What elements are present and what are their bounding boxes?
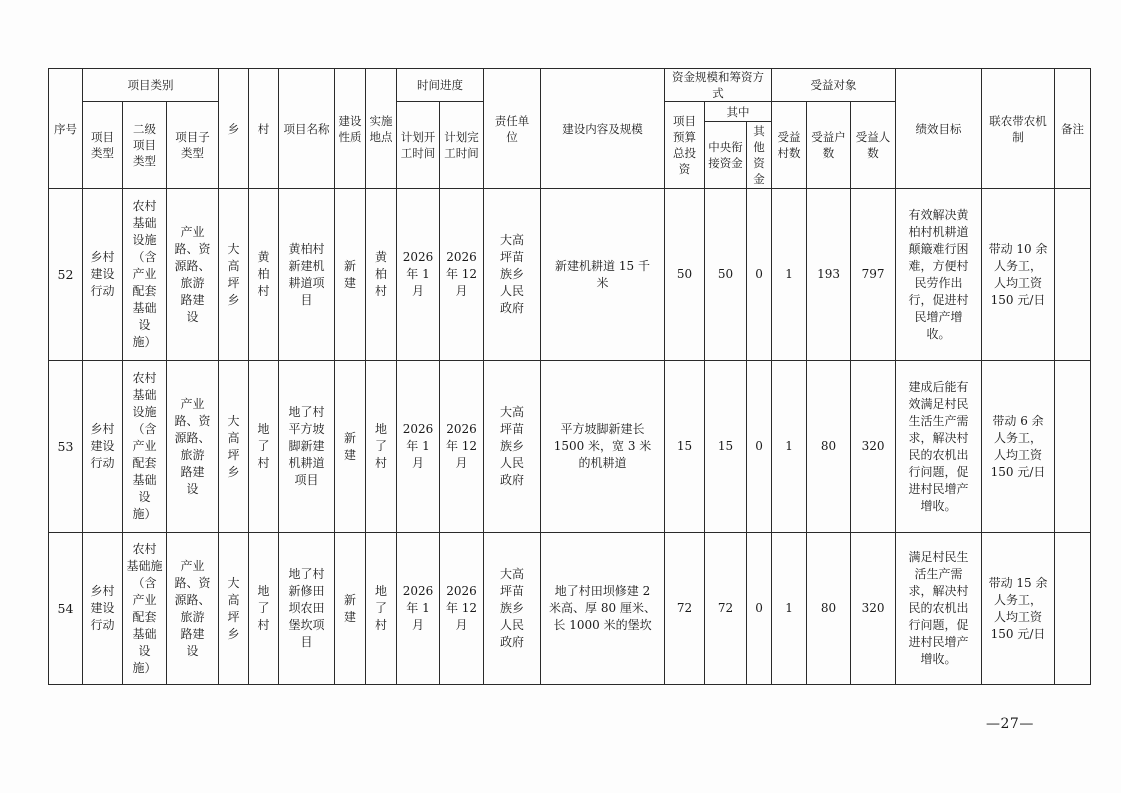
table-row [49,361,1091,533]
cell-budget: 15 [665,361,705,533]
cell-goal: 有效解决黄 柏村机耕道 颠簸难行困 难，方便村 民劳作出 行，促进村 民增产增 收。 [896,189,982,361]
cell-mechanism: 带动 6 余 人务工， 人均工资 150 元/日 [982,361,1055,533]
project-table [48,68,1091,685]
header-township: 乡 [219,69,249,189]
header-schedule: 时间进度 [397,69,484,102]
header-budget: 项目 预算 总投 资 [665,102,705,189]
header-goal: 绩效目标 [896,69,982,189]
header-central: 中央衔 接资金 [705,122,747,189]
cell-unit: 大高 坪苗 族乡 人民 政府 [484,361,541,533]
cell-type: 乡村 建设 行动 [83,361,123,533]
cell-end: 2026 年 12 月 [440,361,484,533]
cell-start: 2026 年 1 月 [397,361,440,533]
table-row [49,189,1091,361]
cell-subtype2: 农村 基础施 （含 产业 配套 基础 设 施） [123,533,167,685]
header-village: 村 [249,69,279,189]
cell-township: 大 高 坪 乡 [219,533,249,685]
header-category: 项目类别 [83,69,219,102]
cell-site: 地 了 村 [366,361,397,533]
cell-content: 地了村田坝修建 2 米高、厚 80 厘米、 长 1000 米的堡坎 [541,533,665,685]
cell-name: 地了村 平方坡 脚新建 机耕道 项目 [279,361,335,533]
cell-village: 黄 柏 村 [249,189,279,361]
cell-other: 0 [747,361,772,533]
header-funds: 资金规模和筹资方 式 [665,69,772,102]
cell-remark [1055,361,1091,533]
header-of-which: 其中 [705,102,772,122]
cell-remark [1055,189,1091,361]
cell-central: 72 [705,533,747,685]
header-other: 其 他 资 金 [747,122,772,189]
header-nature: 建设 性质 [335,69,366,189]
cell-subtype2: 农村 基础 设施 （含 产业 配套 基础 设 施） [123,361,167,533]
table-row [49,533,1091,685]
cell-ben-people: 320 [851,361,896,533]
cell-ben-people: 797 [851,189,896,361]
header-start: 计划开 工时间 [397,102,440,189]
header-ben-households: 受益户 数 [807,102,851,189]
cell-subtype: 产业 路、资 源路、 旅游 路建 设 [167,189,219,361]
cell-subtype: 产业 路、资 源路、 旅游 路建 设 [167,533,219,685]
cell-other: 0 [747,533,772,685]
cell-ben-households: 80 [807,533,851,685]
cell-end: 2026 年 12 月 [440,533,484,685]
cell-ben-households: 193 [807,189,851,361]
header-beneficiary: 受益对象 [772,69,896,102]
cell-nature: 新 建 [335,189,366,361]
cell-type: 乡村 建设 行动 [83,189,123,361]
header-type: 项目 类型 [83,102,123,189]
cell-subtype2: 农村 基础 设施 （含 产业 配套 基础 设 施） [123,189,167,361]
cell-central: 15 [705,361,747,533]
header-remark: 备注 [1055,69,1091,189]
cell-site: 黄 柏 村 [366,189,397,361]
header-content: 建设内容及规模 [541,69,665,189]
cell-central: 50 [705,189,747,361]
header-subtype: 项目子 类型 [167,102,219,189]
header-site: 实施 地点 [366,69,397,189]
cell-start: 2026 年 1 月 [397,189,440,361]
cell-ben-villages: 1 [772,361,807,533]
cell-township: 大 高 坪 乡 [219,361,249,533]
cell-ben-households: 80 [807,361,851,533]
cell-village: 地 了 村 [249,533,279,685]
cell-end: 2026 年 12 月 [440,189,484,361]
cell-goal: 满足村民生 活生产需 求，解决村 民的农机出 行问题，促 进村民增产 增收。 [896,533,982,685]
cell-start: 2026 年 1 月 [397,533,440,685]
cell-remark [1055,533,1091,685]
header-seq: 序号 [49,69,83,189]
cell-ben-people: 320 [851,533,896,685]
header-end: 计划完 工时间 [440,102,484,189]
cell-seq: 53 [49,361,83,533]
cell-name: 地了村 新修田 坝农田 堡坎项 目 [279,533,335,685]
cell-mechanism: 带动 15 余 人务工， 人均工资 150 元/日 [982,533,1055,685]
cell-content: 新建机耕道 15 千 米 [541,189,665,361]
header-mechanism: 联农带农机 制 [982,69,1055,189]
cell-name: 黄柏村 新建机 耕道项 目 [279,189,335,361]
header-name: 项目名称 [279,69,335,189]
cell-ben-villages: 1 [772,533,807,685]
header-ben-people: 受益人 数 [851,102,896,189]
cell-seq: 54 [49,533,83,685]
header-ben-villages: 受益 村数 [772,102,807,189]
cell-budget: 72 [665,533,705,685]
cell-content: 平方坡脚新建长 1500 米，宽 3 米 的机耕道 [541,361,665,533]
header-subtype2: 二级 项目 类型 [123,102,167,189]
cell-village: 地 了 村 [249,361,279,533]
cell-subtype: 产业 路、资 源路、 旅游 路建 设 [167,361,219,533]
cell-other: 0 [747,189,772,361]
cell-ben-villages: 1 [772,189,807,361]
cell-type: 乡村 建设 行动 [83,533,123,685]
cell-nature: 新 建 [335,533,366,685]
cell-goal: 建成后能有 效满足村民 生活生产需 求，解决村 民的农机出 行问题，促 进村民增产 增收。 [896,361,982,533]
header-unit: 责任单 位 [484,69,541,189]
cell-budget: 50 [665,189,705,361]
page-number: —27— [986,716,1034,732]
cell-nature: 新 建 [335,361,366,533]
cell-site: 地 了 村 [366,533,397,685]
cell-unit: 大高 坪苗 族乡 人民 政府 [484,189,541,361]
cell-mechanism: 带动 10 余 人务工， 人均工资 150 元/日 [982,189,1055,361]
cell-township: 大 高 坪 乡 [219,189,249,361]
cell-seq: 52 [49,189,83,361]
cell-unit: 大高 坪苗 族乡 人民 政府 [484,533,541,685]
